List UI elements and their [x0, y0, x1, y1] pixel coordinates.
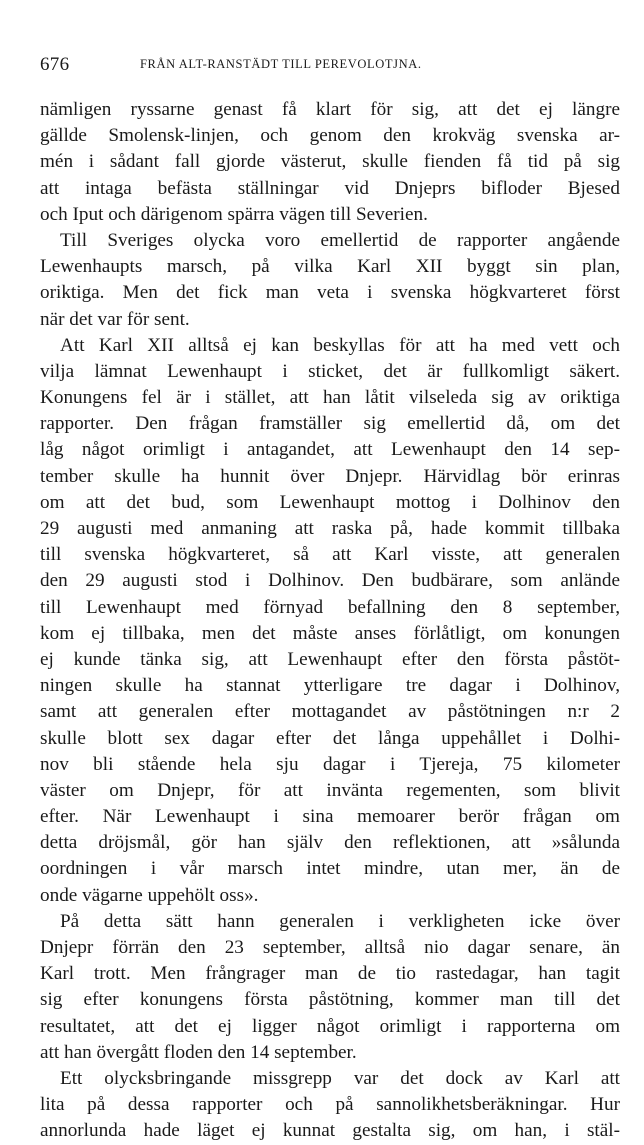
text-line: ningen skulle ha stannat ytterligare tre dagar i Dolhinov,: [40, 675, 620, 697]
text-line: På detta sätt hann generalen i verkligheten icke över: [60, 910, 620, 932]
text-line: väster om Dnjepr, för att invänta regementen, som blivit: [40, 779, 620, 801]
text-line: till Lewenhaupt med förnyad befallning den 8 september,: [40, 596, 620, 618]
text-line: Ett olycksbringande missgrepp var det dock av Karl att: [60, 1067, 620, 1089]
text-line: Karl trott. Men frångrager man de tio rastedagar, han tagit: [40, 963, 620, 985]
text-line: när det var för sent.: [40, 308, 190, 330]
page-number: 676: [40, 54, 70, 75]
text-line: ej kunde tänka sig, att Lewenhaupt efter den första påstöt-: [40, 648, 620, 670]
text-line: sig efter konungens första påstötning, kommer man till det: [40, 989, 620, 1011]
text-line: att intaga befästa ställningar vid Dnjeprs bifloder Bjesed: [40, 177, 620, 199]
running-head: [40, 54, 605, 76]
text-line: nov bli stående hela sju dagar i Tjereja, 75 kilometer: [40, 753, 620, 775]
text-line: rapporter. Den frågan framställer sig emellertid då, om det: [40, 413, 620, 435]
text-line: låg något orimligt i antagandet, att Lewenhaupt den 14 sep-: [40, 439, 620, 461]
text-line: samt att generalen efter mottagandet av påstötningen n:r 2: [40, 701, 620, 723]
text-line: resultatet, att det ej ligger något orimligt i rapporterna om: [40, 1015, 620, 1037]
text-line: detta dröjsmål, gör han själv den reflektionen, att »sålunda: [40, 832, 620, 854]
text-line: Till Sveriges olycka voro emellertid de rapporter angående: [60, 229, 620, 251]
text-line: kom ej tillbaka, men det måste anses förlåtligt, om konungen: [40, 622, 620, 644]
text-line: gällde Smolensk-linjen, och genom den krokväg svenska ar-: [40, 125, 620, 147]
text-line: Konungens fel är i stället, att han låtit vilseleda sig av oriktiga: [40, 387, 620, 409]
text-line: till svenska högkvarteret, så att Karl visste, att generalen: [40, 544, 620, 566]
text-line: mén i sådant fall gjorde västerut, skulle fienden få tid på sig: [40, 151, 620, 173]
text-line: och Iput och därigenom spärra vägen till Severien.: [40, 203, 428, 225]
text-line: 29 augusti med anmaning att raska på, hade kommit tillbaka: [40, 518, 620, 539]
text-line: Att Karl XII alltså ej kan beskyllas för att ha med vett och: [60, 334, 620, 356]
text-line: den 29 augusti stod i Dolhinov. Den budbärare, som anlände: [40, 570, 620, 592]
text-line: onde vägarne uppehölt oss».: [40, 884, 259, 906]
text-line: lita på dessa rapporter och på sannolikhetsberäkningar. Hur: [40, 1094, 620, 1116]
running-title: FRÅN ALT-RANSTÄDT TILL PEREVOLOTJNA.: [140, 57, 422, 71]
text-line: vilja lämnat Lewenhaupt i sticket, det är fullkomligt säkert.: [40, 360, 620, 382]
text-line: skulle blott sex dagar efter det långa uppehållet i Dolhi-: [40, 727, 620, 749]
text-line: efter. När Lewenhaupt i sina memoarer berör frågan om: [40, 806, 620, 828]
text-line: tember skulle ha hunnit över Dnjepr. Härvidlag bör erinras: [40, 465, 620, 487]
text-line: oriktiga. Men det fick man veta i svenska högkvarteret först: [40, 282, 620, 304]
text-line: Lewenhaupts marsch, på vilka Karl XII byggt sin plan,: [40, 256, 620, 278]
body-text: [40, 97, 620, 1145]
text-line: annorlunda hade läget ej kunnat gestalta sig, om han, i stäl-: [40, 1120, 620, 1142]
text-line: om att det bud, som Lewenhaupt mottog i Dolhinov den: [40, 491, 620, 513]
text-line: Dnjepr förrän den 23 september, alltså nio dagar senare, än: [40, 937, 620, 958]
text-line: nämligen ryssarne genast få klart för sig, att det ej längre: [40, 99, 620, 120]
text-line: oordningen i vår marsch intet mindre, utan mer, än de: [40, 858, 620, 880]
text-line: att han övergått floden den 14 september.: [40, 1041, 357, 1063]
